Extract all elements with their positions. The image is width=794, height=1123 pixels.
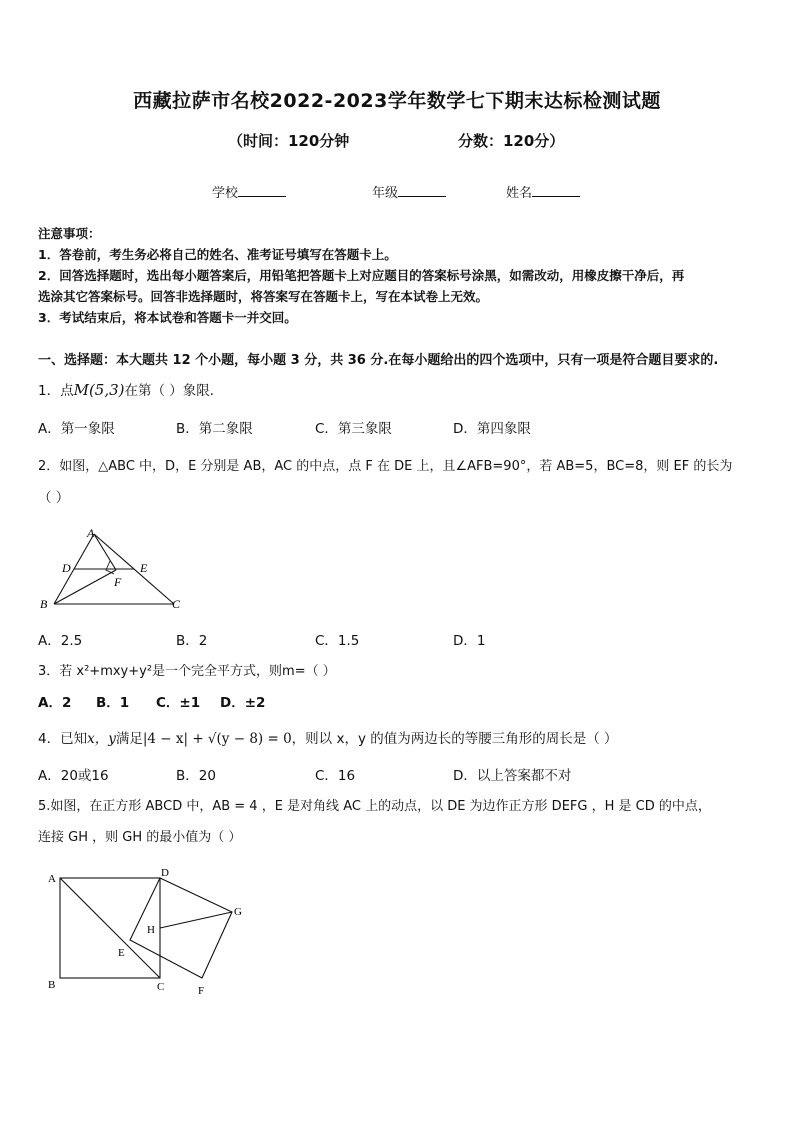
- q5-label-e: E: [118, 947, 125, 959]
- grade-blank[interactable]: [398, 184, 446, 197]
- q4-option-c[interactable]: C．16: [315, 768, 356, 784]
- school-field[interactable]: [212, 182, 286, 201]
- q2-label-e: E: [140, 561, 148, 575]
- notice-heading: 注意事项：: [38, 226, 101, 241]
- q2-label-a: A: [87, 526, 95, 540]
- name-blank[interactable]: [532, 184, 580, 197]
- q5-label-a: A: [48, 873, 56, 885]
- q1-pre: 1．点: [38, 383, 74, 399]
- q5-label-c: C: [157, 981, 165, 993]
- q2-label-b: B: [40, 597, 48, 611]
- q4-vars: x，y: [87, 731, 116, 747]
- q5-segment-gh: [160, 912, 232, 928]
- section-heading: 一、选择题：本大题共 12 个小题，每小题 3 分，共 36 分.在每小题给出的四个选项中，只有一项是符合题目要求的.: [38, 353, 719, 368]
- q4-pre: 4．已知: [38, 731, 88, 747]
- question-2-paren: （ ）: [38, 490, 70, 506]
- q4-math: |4 − x| + √(y − 8) = 0: [142, 731, 292, 747]
- q4-post: ，则以 x，y 的值为两边长的等腰三角形的周长是（ ）: [291, 731, 618, 747]
- school-blank[interactable]: [238, 184, 286, 197]
- q2-triangle-figure: [34, 524, 194, 614]
- q2-option-c[interactable]: C．1.5: [315, 633, 360, 649]
- q2-option-b[interactable]: B．2: [176, 633, 208, 649]
- q1-option-a[interactable]: A．第一象限: [38, 421, 115, 437]
- exam-score: 分数：120分）: [458, 132, 565, 150]
- q2-option-a[interactable]: A．2.5: [38, 633, 83, 649]
- question-5-line-1: 5.如图，在正方形 ABCD 中，AB = 4 ，E 是对角线 AC 上的动点，以 DE 为边作正方形 DEFG ，H 是 CD 的中点，: [38, 799, 711, 814]
- q2-option-d[interactable]: D．1: [453, 633, 486, 649]
- notice-item-1: 1．答卷前，考生务必将自己的姓名、准考证号填写在答题卡上。: [38, 247, 397, 262]
- q5-square-figure: [40, 860, 260, 1000]
- page-title: 西藏拉萨市名校2022-2023学年数学七下期末达标检测试题: [133, 90, 661, 112]
- question-3-stem: 3．若 x²+mxy+y²是一个完全平方式，则m=（ ）: [38, 664, 336, 679]
- q3-option-c[interactable]: C．±1: [156, 695, 201, 711]
- q1-math: M(5,3): [73, 381, 125, 399]
- q4-option-b[interactable]: B．20: [176, 768, 216, 784]
- q4-option-a[interactable]: A．20或16: [38, 768, 109, 784]
- q3-option-b[interactable]: B．1: [96, 695, 130, 711]
- notice-item-2: 2．回答选择题时，选出每小题答案后，用铅笔把答题卡上对应题目的答案标号涂黑，如需改动，用橡皮擦干净后，再: [38, 268, 685, 283]
- q3-option-d[interactable]: D．±2: [220, 695, 266, 711]
- q1-post: 在第（ ）象限．: [124, 383, 224, 399]
- q5-label-g: G: [234, 906, 242, 918]
- name-field[interactable]: [506, 182, 580, 201]
- q2-label-c: C: [172, 597, 181, 611]
- question-1: [38, 379, 223, 399]
- q1-option-c[interactable]: C．第三象限: [315, 421, 392, 437]
- question-5-line-2: 连接 GH ，则 GH 的最小值为（ ）: [38, 830, 242, 845]
- q5-label-d: D: [161, 867, 169, 879]
- q4-option-d[interactable]: D．以上答案都不对: [453, 768, 572, 784]
- grade-label: 年级: [372, 186, 399, 201]
- notice-item-2-cont: 选涂其它答案标号。回答非选择题时，将答案写在答题卡上，写在本试卷上无效。: [38, 289, 489, 304]
- school-label: 学校: [212, 186, 239, 201]
- exam-time: （时间：120分钟: [228, 132, 350, 150]
- q2-label-d: D: [62, 561, 71, 575]
- q2-segment-af: [94, 534, 116, 570]
- q1-option-d[interactable]: D．第四象限: [453, 421, 531, 437]
- q5-label-f: F: [198, 985, 205, 997]
- notice-item-3: 3．考试结束后，将本试卷和答题卡一并交回。: [38, 310, 297, 325]
- grade-field[interactable]: [372, 182, 446, 201]
- q3-option-a[interactable]: A．2: [38, 695, 72, 711]
- q5-label-b: B: [48, 979, 56, 991]
- question-4: [38, 727, 618, 747]
- q5-label-h: H: [147, 924, 155, 936]
- q2-label-f: F: [114, 575, 122, 589]
- name-label: 姓名: [506, 186, 533, 201]
- question-2-stem: 2．如图，△ABC 中，D，E 分别是 AB，AC 的中点，点 F 在 DE 上，且∠AFB=90°，若 AB=5，BC=8，则 EF 的长为: [38, 459, 733, 474]
- q5-diagonal-ac: [60, 878, 160, 978]
- q4-mid: 满足: [115, 731, 143, 747]
- q1-option-b[interactable]: B．第二象限: [176, 421, 253, 437]
